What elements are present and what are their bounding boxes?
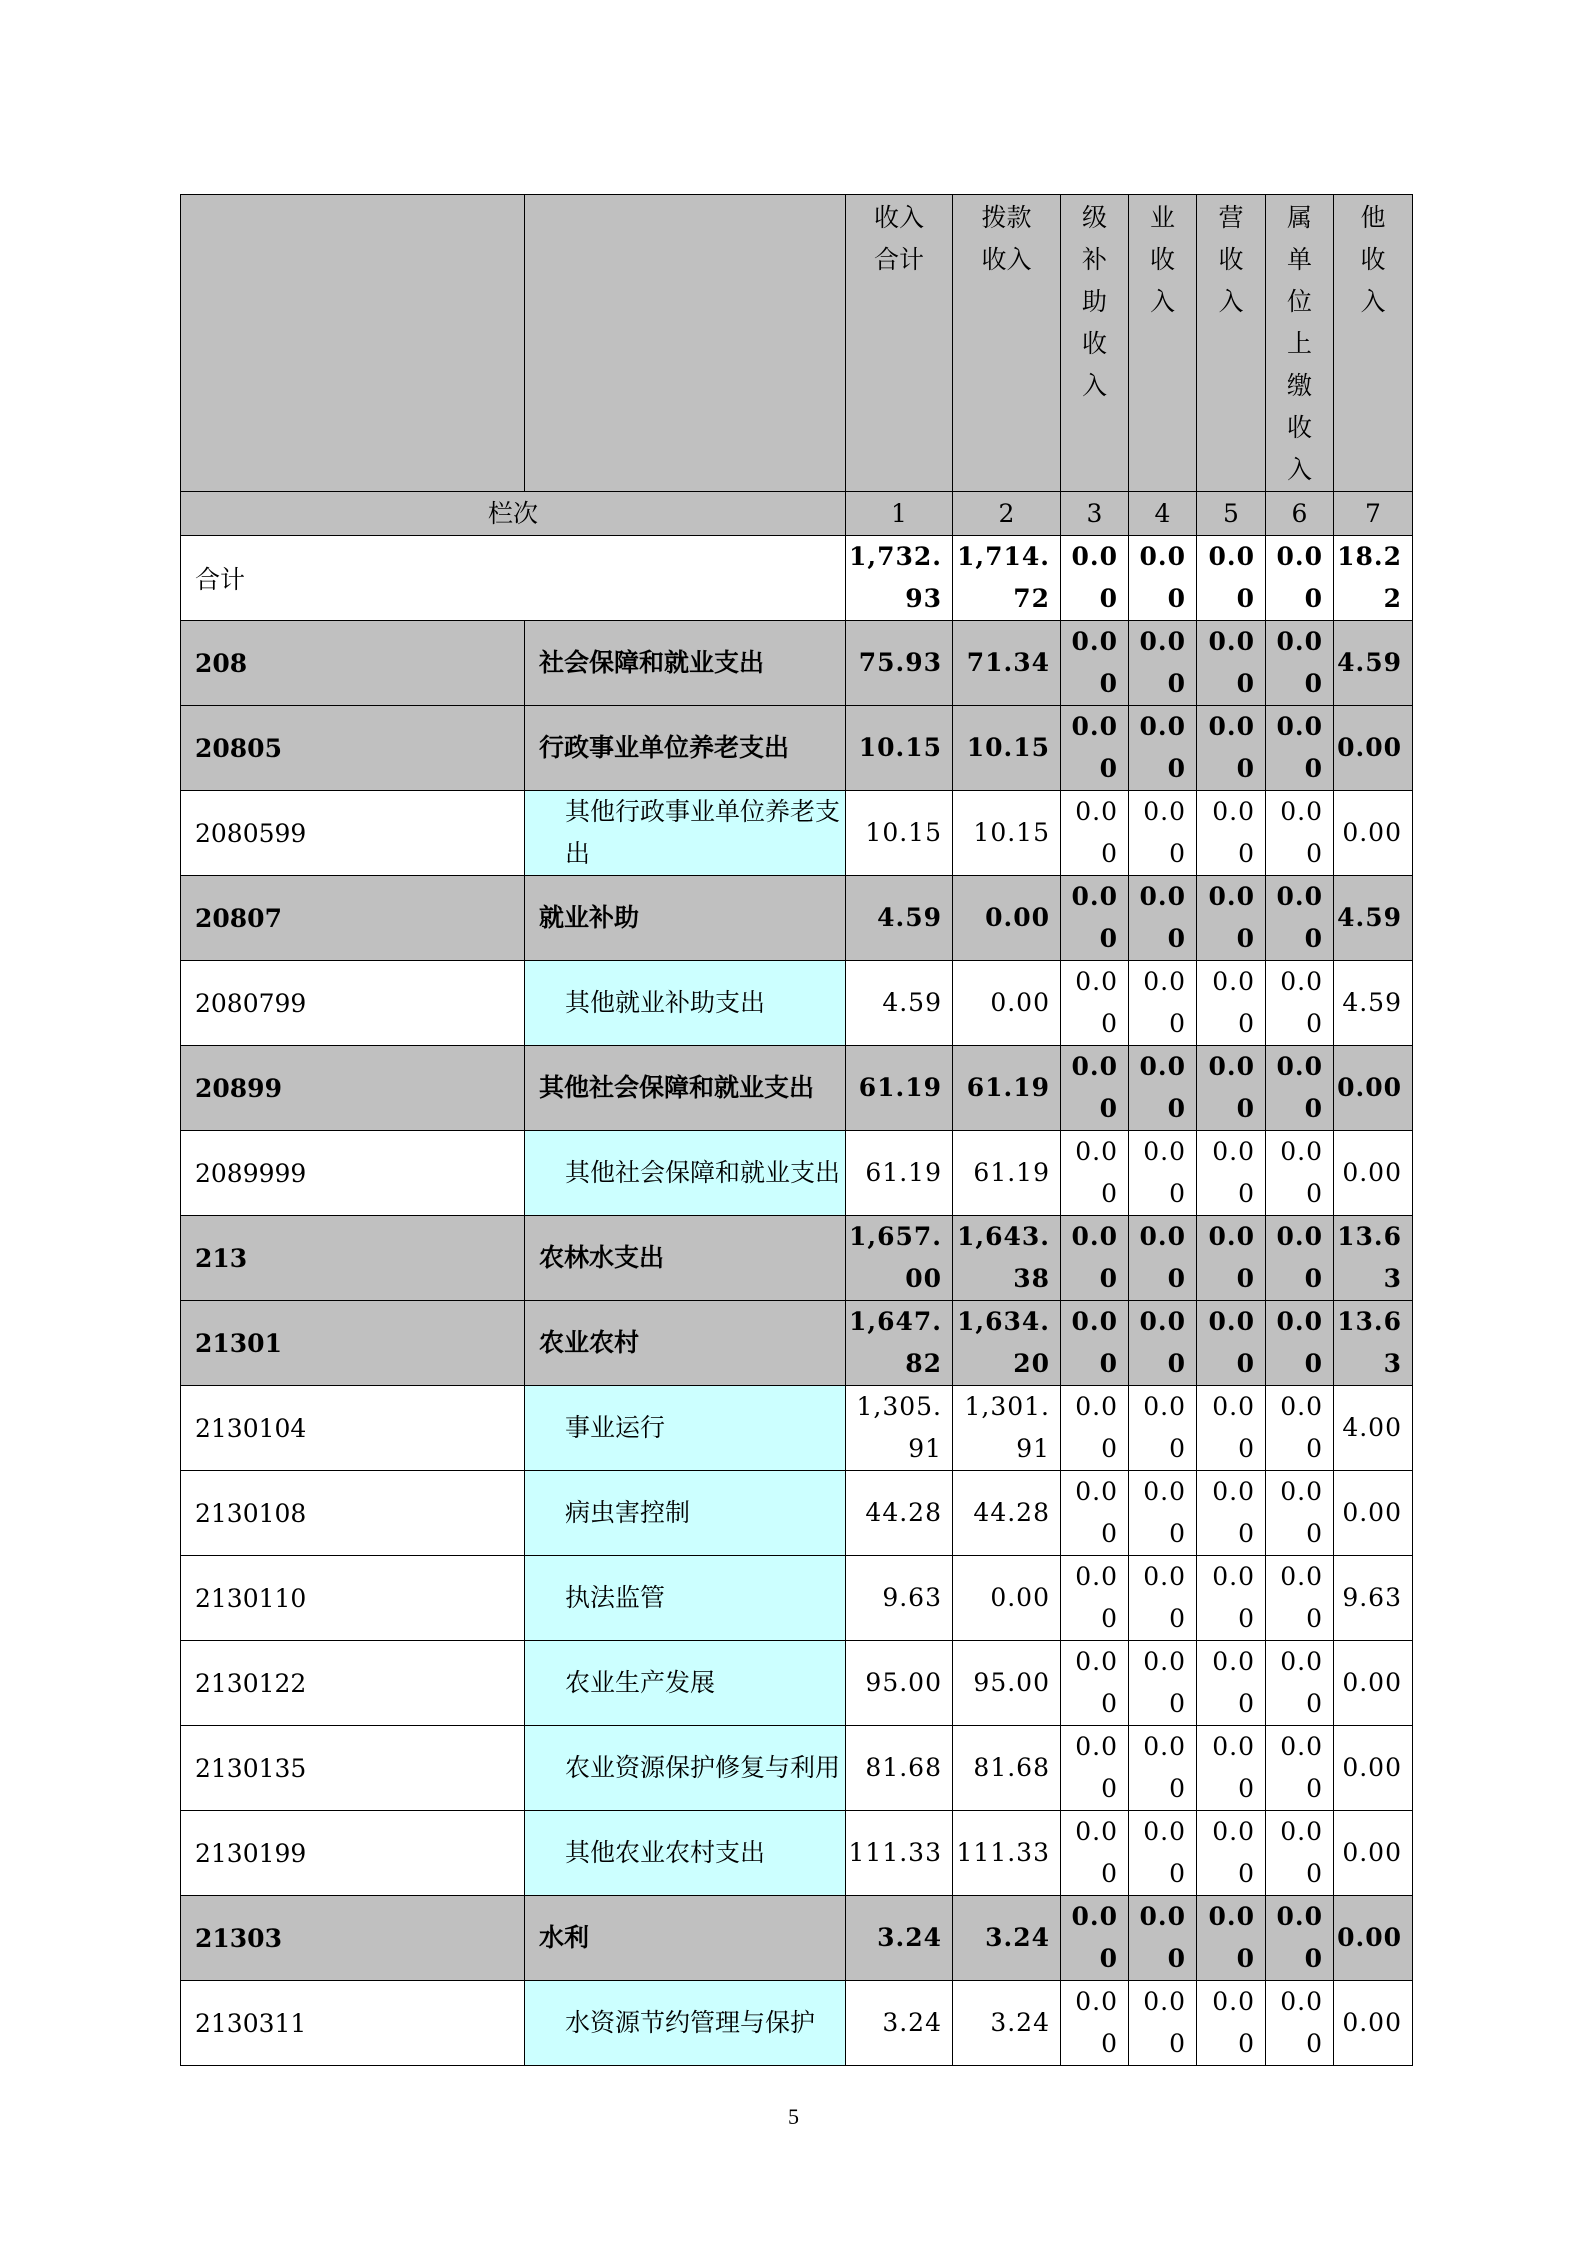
table-row: [181, 1981, 1413, 2066]
row-value: 0.00: [1266, 706, 1334, 791]
total-value: 0.00: [1061, 536, 1129, 621]
row-value: 0.00: [1197, 1471, 1266, 1556]
table-row: [181, 1896, 1413, 1981]
row-name: 其他农业农村支出: [525, 1811, 846, 1896]
table-row: [181, 1556, 1413, 1641]
total-value: 0.00: [1129, 536, 1197, 621]
table-row: [181, 1301, 1413, 1386]
header-blank-code: [181, 195, 525, 492]
table-row: [181, 791, 1413, 876]
row-code: 2130122: [181, 1641, 525, 1726]
row-value: 0.00: [1129, 621, 1197, 706]
total-value: 0.00: [1266, 536, 1334, 621]
row-value: 0.00: [1197, 1216, 1266, 1301]
row-value: 0.00: [1061, 961, 1129, 1046]
row-value: 61.19: [953, 1046, 1061, 1131]
row-code: 20807: [181, 876, 525, 961]
row-value: 0.00: [1197, 1131, 1266, 1216]
row-code: 2080599: [181, 791, 525, 876]
row-value: 81.68: [953, 1726, 1061, 1811]
row-value: 1,657.00: [846, 1216, 953, 1301]
total-value: 1,714.72: [953, 536, 1061, 621]
table-row: [181, 1641, 1413, 1726]
row-name: 农业生产发展: [525, 1641, 846, 1726]
row-code: 2130104: [181, 1386, 525, 1471]
row-value: 44.28: [953, 1471, 1061, 1556]
row-value: 0.00: [1197, 1556, 1266, 1641]
row-value: 10.15: [846, 706, 953, 791]
row-name: 执法监管: [525, 1556, 846, 1641]
row-value: 61.19: [846, 1046, 953, 1131]
total-value: 0.00: [1197, 536, 1266, 621]
table-row: [181, 621, 1413, 706]
header-col-1: 收入合计: [846, 195, 953, 492]
row-value: 0.00: [1061, 706, 1129, 791]
row-value: 0.00: [1266, 1471, 1334, 1556]
lanci-num: 7: [1334, 492, 1413, 536]
row-value: 0.00: [1197, 1046, 1266, 1131]
header-col-7: 他收入: [1334, 195, 1413, 492]
row-value: 0.00: [1061, 1386, 1129, 1471]
row-value: 0.00: [1266, 1896, 1334, 1981]
row-code: 20805: [181, 706, 525, 791]
table-row: [181, 961, 1413, 1046]
row-value: 0.00: [1061, 1641, 1129, 1726]
row-name: 农业资源保护修复与利用: [525, 1726, 846, 1811]
row-value: 0.00: [1197, 1301, 1266, 1386]
total-value: 18.22: [1334, 536, 1413, 621]
row-name: 就业补助: [525, 876, 846, 961]
header-col-5: 营收入: [1197, 195, 1266, 492]
row-value: 0.00: [1197, 621, 1266, 706]
row-name: 其他社会保障和就业支出: [525, 1131, 846, 1216]
row-value: 0.00: [1266, 961, 1334, 1046]
row-value: 10.15: [953, 706, 1061, 791]
row-value: 0.00: [1129, 1301, 1197, 1386]
row-name: 水资源节约管理与保护: [525, 1981, 846, 2066]
header-blank-name: [525, 195, 846, 492]
row-value: 0.00: [1334, 1981, 1413, 2066]
row-code: 21303: [181, 1896, 525, 1981]
row-value: 0.00: [1266, 1046, 1334, 1131]
row-value: 0.00: [1334, 1641, 1413, 1726]
table-row: [181, 1726, 1413, 1811]
table-row: [181, 1131, 1413, 1216]
budget-table: [180, 194, 1413, 2066]
lanci-num: 5: [1197, 492, 1266, 536]
row-value: 0.00: [1129, 1131, 1197, 1216]
row-value: 4.00: [1334, 1386, 1413, 1471]
row-value: 0.00: [1129, 1471, 1197, 1556]
row-value: 1,643.38: [953, 1216, 1061, 1301]
row-value: 0.00: [1266, 621, 1334, 706]
row-value: 0.00: [1061, 1131, 1129, 1216]
table-row: [181, 706, 1413, 791]
row-value: 0.00: [1129, 876, 1197, 961]
row-value: 4.59: [1334, 961, 1413, 1046]
lanci-row: [181, 492, 1413, 536]
row-name: 其他社会保障和就业支出: [525, 1046, 846, 1131]
row-value: 0.00: [1266, 1216, 1334, 1301]
row-value: 0.00: [1266, 1981, 1334, 2066]
row-value: 3.24: [953, 1896, 1061, 1981]
lanci-num: 2: [953, 492, 1061, 536]
row-value: 0.00: [1061, 1811, 1129, 1896]
page-number: 5: [788, 2104, 799, 2129]
row-value: 0.00: [1197, 961, 1266, 1046]
row-code: 2130108: [181, 1471, 525, 1556]
row-value: 0.00: [953, 1556, 1061, 1641]
row-value: 0.00: [1266, 876, 1334, 961]
row-value: 0.00: [1266, 1131, 1334, 1216]
row-name: 社会保障和就业支出: [525, 621, 846, 706]
row-name: 病虫害控制: [525, 1471, 846, 1556]
row-value: 61.19: [846, 1131, 953, 1216]
row-value: 3.24: [846, 1896, 953, 1981]
row-code: 213: [181, 1216, 525, 1301]
row-value: 0.00: [1061, 1046, 1129, 1131]
table-row: [181, 876, 1413, 961]
row-value: 0.00: [1334, 1896, 1413, 1981]
row-value: 111.33: [846, 1811, 953, 1896]
row-value: 0.00: [1334, 1471, 1413, 1556]
row-value: 0.00: [1061, 1556, 1129, 1641]
row-value: 61.19: [953, 1131, 1061, 1216]
row-code: 2080799: [181, 961, 525, 1046]
row-value: 13.63: [1334, 1216, 1413, 1301]
row-value: 44.28: [846, 1471, 953, 1556]
header-row: [181, 195, 1413, 492]
row-name: 其他行政事业单位养老支出: [525, 791, 846, 876]
row-value: 0.00: [1266, 1811, 1334, 1896]
row-value: 1,634.20: [953, 1301, 1061, 1386]
row-value: 1,301.91: [953, 1386, 1061, 1471]
row-code: 20899: [181, 1046, 525, 1131]
row-value: 0.00: [1266, 1386, 1334, 1471]
row-value: 0.00: [1129, 1046, 1197, 1131]
lanci-num: 4: [1129, 492, 1197, 536]
row-name: 事业运行: [525, 1386, 846, 1471]
table-row: [181, 1811, 1413, 1896]
row-value: 0.00: [1129, 1216, 1197, 1301]
row-value: 95.00: [953, 1641, 1061, 1726]
row-value: 0.00: [1266, 1301, 1334, 1386]
row-value: 0.00: [1266, 1556, 1334, 1641]
row-value: 71.34: [953, 621, 1061, 706]
lanci-num: 3: [1061, 492, 1129, 536]
row-value: 0.00: [1197, 791, 1266, 876]
row-name: 农林水支出: [525, 1216, 846, 1301]
total-value: 1,732.93: [846, 536, 953, 621]
row-value: 0.00: [1061, 1896, 1129, 1981]
row-value: 4.59: [1334, 876, 1413, 961]
row-value: 1,647.82: [846, 1301, 953, 1386]
row-value: 0.00: [1197, 876, 1266, 961]
lanci-num: 6: [1266, 492, 1334, 536]
row-value: 0.00: [1334, 706, 1413, 791]
row-value: 0.00: [1129, 1556, 1197, 1641]
row-value: 4.59: [1334, 621, 1413, 706]
row-code: 208: [181, 621, 525, 706]
total-row: [181, 536, 1413, 621]
lanci-label: 栏次: [181, 492, 846, 536]
table-row: [181, 1046, 1413, 1131]
row-code: 2130199: [181, 1811, 525, 1896]
row-value: 0.00: [1129, 1981, 1197, 2066]
row-code: 2089999: [181, 1131, 525, 1216]
row-value: 0.00: [1061, 1726, 1129, 1811]
row-value: 111.33: [953, 1811, 1061, 1896]
lanci-num: 1: [846, 492, 953, 536]
row-name: 水利: [525, 1896, 846, 1981]
total-label: 合计: [181, 536, 846, 621]
row-value: 0.00: [1129, 961, 1197, 1046]
row-name: 行政事业单位养老支出: [525, 706, 846, 791]
row-value: 0.00: [1129, 1386, 1197, 1471]
row-code: 2130110: [181, 1556, 525, 1641]
row-value: 0.00: [1061, 1216, 1129, 1301]
row-value: 0.00: [1197, 1896, 1266, 1981]
table-row: [181, 1216, 1413, 1301]
row-value: 0.00: [1266, 1641, 1334, 1726]
header-col-3: 级补助收入: [1061, 195, 1129, 492]
row-value: 0.00: [1061, 621, 1129, 706]
row-value: 0.00: [1129, 1811, 1197, 1896]
row-value: 0.00: [1197, 1811, 1266, 1896]
row-value: 0.00: [1197, 706, 1266, 791]
row-value: 75.93: [846, 621, 953, 706]
row-name: 其他就业补助支出: [525, 961, 846, 1046]
row-value: 0.00: [1129, 706, 1197, 791]
row-value: 0.00: [1061, 1981, 1129, 2066]
row-value: 9.63: [846, 1556, 953, 1641]
row-value: 0.00: [1061, 1471, 1129, 1556]
row-value: 0.00: [1061, 791, 1129, 876]
row-value: 4.59: [846, 876, 953, 961]
row-code: 2130135: [181, 1726, 525, 1811]
row-code: 21301: [181, 1301, 525, 1386]
row-value: 0.00: [1197, 1386, 1266, 1471]
row-value: 0.00: [1334, 1811, 1413, 1896]
row-value: 3.24: [953, 1981, 1061, 2066]
row-value: 0.00: [1334, 1726, 1413, 1811]
row-value: 4.59: [846, 961, 953, 1046]
row-value: 0.00: [1334, 791, 1413, 876]
row-value: 0.00: [1197, 1981, 1266, 2066]
row-value: 0.00: [1129, 1896, 1197, 1981]
row-value: 13.63: [1334, 1301, 1413, 1386]
row-value: 10.15: [846, 791, 953, 876]
row-name: 农业农村: [525, 1301, 846, 1386]
row-value: 0.00: [1197, 1641, 1266, 1726]
row-value: 0.00: [1061, 1301, 1129, 1386]
row-value: 0.00: [1197, 1726, 1266, 1811]
table-row: [181, 1471, 1413, 1556]
row-value: 9.63: [1334, 1556, 1413, 1641]
header-col-4: 业收入: [1129, 195, 1197, 492]
row-value: 0.00: [1334, 1046, 1413, 1131]
row-value: 0.00: [1334, 1131, 1413, 1216]
row-value: 0.00: [1061, 876, 1129, 961]
row-value: 1,305.91: [846, 1386, 953, 1471]
row-value: 0.00: [1266, 791, 1334, 876]
row-value: 0.00: [1129, 1641, 1197, 1726]
row-value: 81.68: [846, 1726, 953, 1811]
row-value: 10.15: [953, 791, 1061, 876]
row-value: 0.00: [1129, 1726, 1197, 1811]
row-value: 0.00: [1266, 1726, 1334, 1811]
row-value: 95.00: [846, 1641, 953, 1726]
header-col-6: 属单位上缴收入: [1266, 195, 1334, 492]
table-row: [181, 1386, 1413, 1471]
row-value: 0.00: [953, 876, 1061, 961]
row-value: 0.00: [953, 961, 1061, 1046]
row-value: 3.24: [846, 1981, 953, 2066]
row-value: 0.00: [1129, 791, 1197, 876]
row-code: 2130311: [181, 1981, 525, 2066]
header-col-2: 拨款收入: [953, 195, 1061, 492]
